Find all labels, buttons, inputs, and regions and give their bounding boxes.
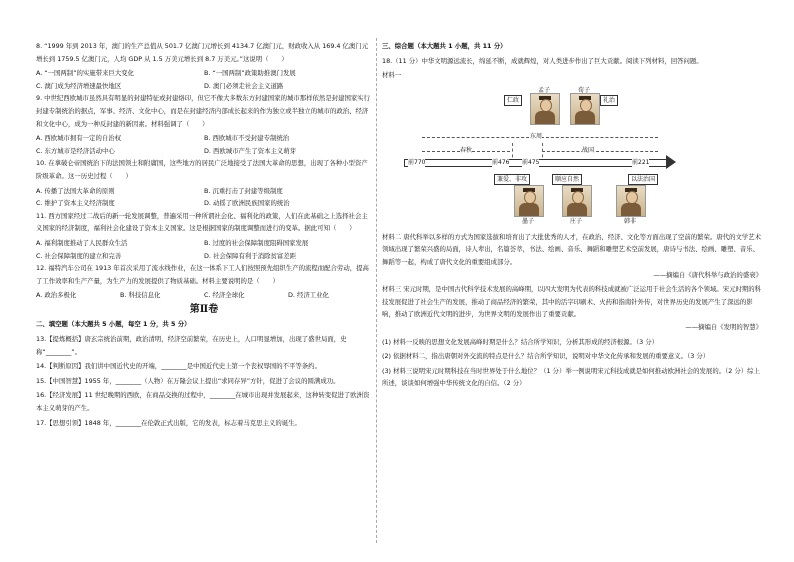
question-18-intro: 18.（11 分）中华文明源远流长，绵延不断，成就辉煌，对人类进步作出了巨大贡献。阅读下列材料，回答问题。 <box>382 56 703 65</box>
history-timeline <box>382 85 762 227</box>
left-column <box>36 40 372 431</box>
option-c: C. 东方城市是经济活动中心 <box>36 146 115 155</box>
question-15: 15.【中国智慧】1955 年，________（人物）在万隆会议上提出“求同存异”方针，促进了会议的圆满成功。 <box>36 376 340 385</box>
question-8-options <box>36 67 372 92</box>
question-13: 13.【提炼概括】唐玄宗统治前期，政治清明，经济空前繁荣，在历史上，人口明显增加，出现了盛世局面，史称“________”。 <box>36 335 347 356</box>
question-8: 8. “1999 年到 2013 年，澳门的生产总值从 501.7 亿澳门元增长到 4134.7 亿澳门元，财政收入从 169.4 亿澳门元增长到 1759.5 亿澳门元，人均 GDP 从 1.5 万美元增长到 8.7 万美元。”这说明（ ） <box>36 42 369 63</box>
name-mozi: 墨子 <box>522 217 535 225</box>
option-c: C. 维护了资本主义经济制度 <box>36 199 115 208</box>
question-14: 14.【判断原因】我们讲中国近代史的开端，________是中国近代史上第一个丧权辱国的不平等条约。 <box>36 362 321 371</box>
date-221: 前221 <box>632 157 649 170</box>
question-12: 12. 福特汽车公司在 1913 年首次采用了流水线作业，在这一体系下工人们按照预先组织生产的流程而配合劳动，提高了工作效率和生产产量，为生产力的发展提供了物质基础。材料主要说明的是（ ） <box>36 264 369 285</box>
option-b: B. 沉重打击了封建等级制度 <box>204 186 283 195</box>
sub-question-3: (3) 材料三说明宋元时期科技在当时世界处于什么地位？（1 分）举一例说明宋元科技成就是如何推动欧洲社会的发展的。（2 分）综上所述，谈谈如何增强中华传统文化的自信。（2 分） <box>382 366 760 388</box>
option-a: A. 福利制度推动了人民群众生活 <box>36 238 128 247</box>
option-a: A. “一国两制”的实施带来巨大变化 <box>36 69 135 78</box>
column-divider <box>376 38 377 543</box>
part-2-title: 第Ⅱ卷 <box>189 303 219 315</box>
material-1-label: 材料一 <box>382 71 402 80</box>
label-renzheng: 仁政 <box>504 95 522 106</box>
question-10: 10. 在拿破仑帝国统治下的法国领土和附庸国，这些地方的居民广泛地接受了法国大革命的思想，出现了各种小型资产阶级革命。这一历史过程（ ） <box>36 159 368 180</box>
warring-states-bracket <box>542 151 658 152</box>
xunzi-portrait <box>570 93 600 125</box>
name-zhuangzi: 庄子 <box>570 217 583 225</box>
mencius-portrait <box>530 93 560 125</box>
option-d: D. 动摇了欧洲民族国家的统治 <box>204 199 290 208</box>
date-475: 前475 <box>522 157 539 170</box>
name-mencius: 孟子 <box>538 86 551 94</box>
material-3: 材料三 宋元时期，是中国古代科学技术发展的高峰期，以四大发明为代表的科技成就被广泛运用于社会生活的各个领域。宋元时期的科技发展促进了社会生产的发展，推动了商品经济的繁荣，其中的活字印刷术、火药和指南针外传，对世界历史的发展产生了深远的影响，推动了欧洲近代文明的进步，为世界文明的发展作出了重要贡献。 <box>382 285 762 319</box>
question-17: 17.【思想引领】1848 年，________在伦敦正式出版，它的发表，标志着马克思主义的诞生。 <box>36 418 301 427</box>
sub-question-1: (1) 材料一反映的思想文化发展高峰时期是什么？结合所学知识，分析其形成的经济根源。（3 分） <box>382 337 658 346</box>
section-3-header: 三、综合题（本大题共 1 小题，共 11 分） <box>382 42 507 50</box>
label-shunying-ziran: 顺应自然 <box>552 174 582 185</box>
option-d: D. 澳门必须走社会主义道路 <box>204 81 284 90</box>
material-3-citation: ——摘编自《发明的智慧》 <box>685 322 762 331</box>
question-11: 11. 西方国家经过二战后的新一轮发展调整，普遍采用一种所谓社会化、福利化的政策，人们在此基础之上选择社会主义国家的经济制度，福利社会化建设了资本主义国家。这是根据国家的制度调整而进行的变革。据此可知（ ） <box>36 211 368 233</box>
period-warring-states: 战国 <box>582 145 594 158</box>
name-xunzi: 荀子 <box>578 86 591 94</box>
question-9-options <box>36 132 372 157</box>
fill-blank-header: 二、填空题（本大题共 5 小题，每空 1 分，共 5 分） <box>36 320 191 329</box>
material-2: 材料二 唐代科举以多样的方式为国家选拔和培育出了大批优秀的人才，在政治、经济、文化等方面出现了空前的繁荣。唐代的文学艺术领域出现了繁荣兴盛的局面，诗人辈出，名篇荟萃，书法、绘画、音乐、舞蹈和雕塑艺术空前发展，唐诗与书法、绘画、雕塑、音乐、舞蹈等一起，构成了唐代文化的重要组成部分。 <box>382 232 762 266</box>
option-a: A. 传播了法国大革命的原则 <box>36 186 115 195</box>
mozi-portrait <box>514 185 544 217</box>
option-b: B. 科技信息化 <box>120 291 161 300</box>
option-c: C. 社会保障制度的建立和完善 <box>36 251 122 260</box>
timeline-arrow <box>666 155 676 169</box>
option-c: C. 澳门成为经济增速最快地区 <box>36 81 122 90</box>
material-2-citation: ——摘编自《唐代科举与政治的盛衰》 <box>653 270 762 279</box>
right-column <box>382 40 762 392</box>
zhuangzi-portrait <box>562 185 592 217</box>
option-b: B. “一国两制”政策助推澳门发展 <box>204 69 296 78</box>
period-spring-autumn: 春秋 <box>460 145 472 158</box>
hanfei-portrait <box>616 185 646 217</box>
label-jianai-feigong: 兼爱、非攻 <box>494 174 530 185</box>
name-hanfei: 韩非 <box>624 217 637 225</box>
period-dongzhou: 东周 <box>530 131 542 144</box>
date-770: 前770 <box>408 157 425 170</box>
option-b: B. 西欧城市不受封建专制统治 <box>204 134 290 143</box>
question-12-options <box>36 289 372 302</box>
question-11-options <box>36 237 372 262</box>
question-10-options <box>36 185 372 210</box>
option-c: C. 经济全球化 <box>204 291 245 300</box>
label-lizhi: 礼治 <box>600 95 618 106</box>
option-d: D. 西欧城市产生了资本主义萌芽 <box>204 146 297 155</box>
option-b: B. 过度的社会保障制度阻碍国家发展 <box>204 238 309 247</box>
option-d: D. 社会保障有利于消除贫富差距 <box>204 251 297 260</box>
question-9: 9. 中世纪西欧城市虽然具有明显的封建特征或封建烙印，但它不像大多数东方封建国家的城市那样依然是封建国家实行封建专制统治的据点，军事、经济、文化中心，而是在封建经济内部成长起来的作为独立或半独立的城市的政治、经济和文化中心，成为一种反封建的新因素。材料强调了（ ） <box>36 94 371 128</box>
option-a: A. 政治多极化 <box>36 291 77 300</box>
option-d: D. 经济工业化 <box>288 291 329 300</box>
sub-question-2: (2) 依据材料二，指出唐朝对外交流的特点是什么？结合所学知识，说明对中华文化传承和发展的重要意义。（3 分） <box>382 352 710 361</box>
question-16: 16.【经济发展】11 世纪晚期的西欧，在商品交换的过程中，________在城市出现并发展起来，这种转变促进了欧洲资本主义萌芽的产生。 <box>36 391 370 413</box>
option-a: A. 西欧城市拥有一定的自治权 <box>36 134 122 143</box>
date-476: 前476 <box>492 157 509 170</box>
label-yifa-zhiguo: 以法治国 <box>628 174 658 185</box>
